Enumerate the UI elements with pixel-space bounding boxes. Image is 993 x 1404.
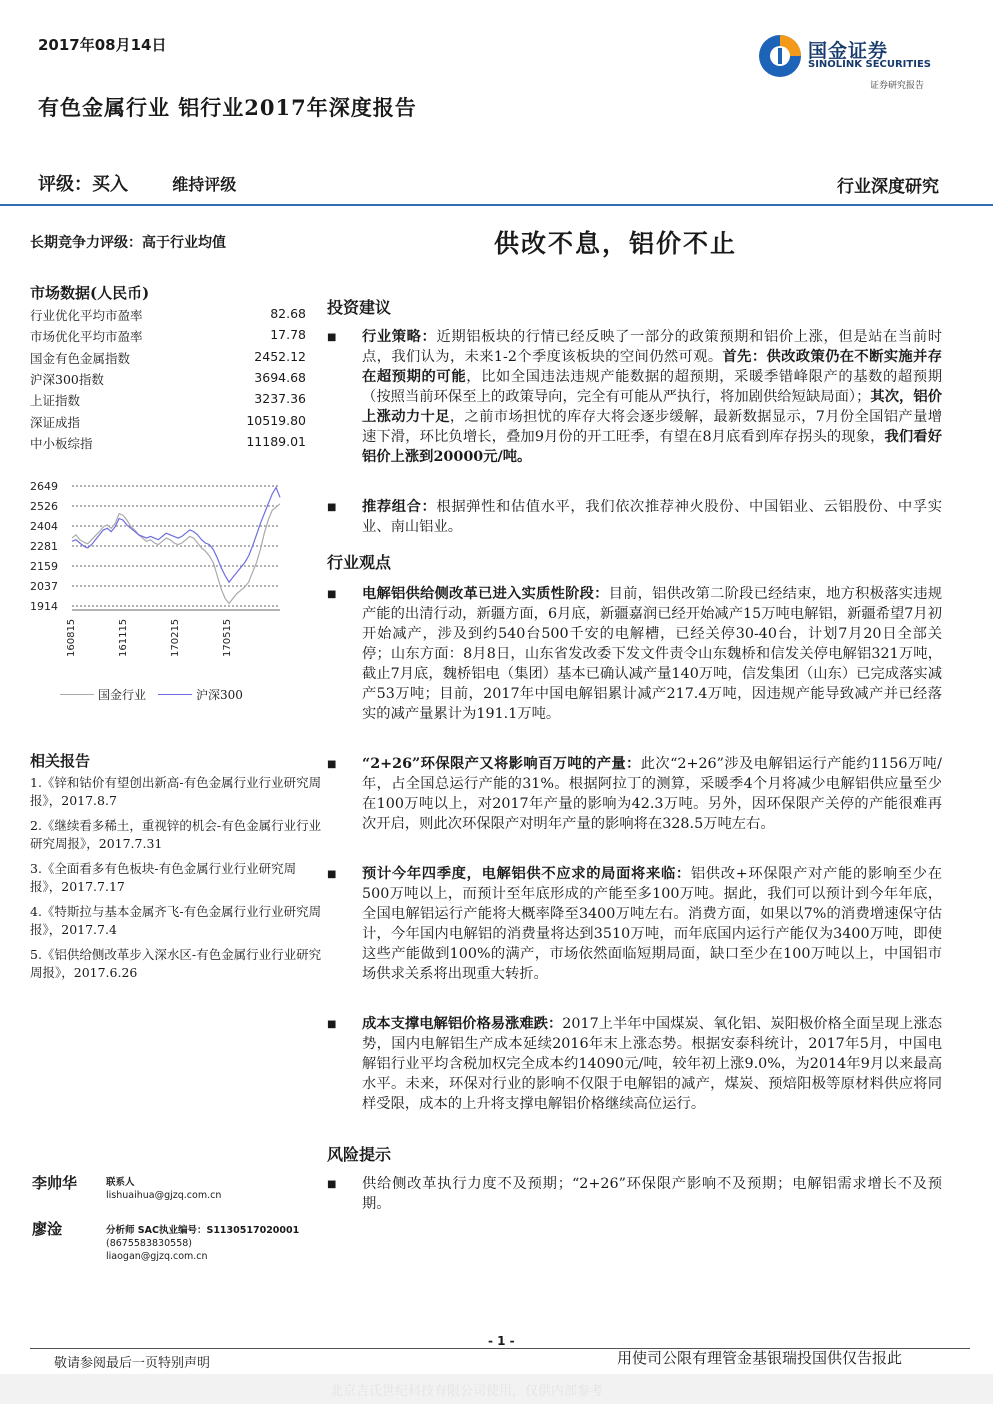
market-data-value: 3237.36 (254, 391, 306, 407)
competitive-rating: 长期竞争力评级：高于行业均值 (30, 235, 226, 251)
para-text: 目前，铝供改第二阶段已经结束，地方积极落实违规产能的出清行动，新疆方面，6月底，新疆嘉润已经开始减产15万吨电解铝，新疆希望7月初开始减产，涉及到约540台500千安的电解槽，已经关停30-40台，计划7月20日全部关停；山东方面：8月8日，山东省发改委下发文件责令山东魏桥和信发关停电解铝321万吨，截止7月底，魏桥铝电（集团）基本已确认减产量140万吨，信发集团（山东）已完成落实减产53万吨；目前，2017年中国电解铝累计减产217.4万吨，因违规产能导致减产并已经落实的减产量累计为191.1万吨。 (362, 586, 943, 722)
chart-legend (60, 686, 243, 703)
para-text: 2017上半年中国煤炭、氧化铝、炭阳极价格全面呈现上涨态势，国内电解铝生产成本延续2016年末上涨态势。根据安泰科统计，2017年5月，中国电解铝行业平均含税加权完全成本约14090元/吨，较年初上涨9.0%，为2014年9月以来最高水平。未来，环保对行业的影响不仅限于电解铝的减产，煤炭、预焙阳极等原材料供应将同样受限，成本的上升将支撑电解铝价格继续高位运行。 (362, 1016, 942, 1112)
y-tick-label: 1914 (30, 600, 58, 613)
headline: 供改不息，铝价不止 (494, 229, 738, 258)
rating: 评级：买入 (38, 174, 128, 195)
footer-disclaimer: 敬请参阅最后一页特别声明 (54, 1356, 211, 1371)
bullet: ■ (327, 759, 337, 770)
rating-row (38, 170, 274, 196)
section-title-view: 行业观点 (327, 553, 392, 572)
y-tick-label: 2281 (30, 540, 58, 553)
logo-text-cn: 国金证券 (808, 40, 889, 62)
author-info (106, 1176, 221, 1202)
market-data-label: 深证成指 (30, 414, 81, 430)
series-line-1 (72, 488, 280, 583)
logo-subtitle: 证券研究报告 (870, 81, 925, 91)
rating-keep: 维持评级 (172, 175, 237, 194)
para-lead: 行业策略： (362, 329, 437, 345)
series-line-0 (72, 504, 280, 604)
market-data-row (30, 434, 306, 452)
para-lead: 推荐组合： (362, 499, 437, 515)
bullet: ■ (327, 1019, 337, 1030)
report-title: 有色金属行业 铝行业2017年深度报告 (38, 95, 417, 120)
y-tick-label: 2159 (30, 560, 58, 573)
market-data-label: 上证指数 (30, 393, 81, 409)
bullet: ■ (327, 589, 337, 600)
legend-industry: 国金行业 (98, 688, 147, 702)
market-data-label: 市场优化平均市盈率 (30, 329, 143, 345)
paragraph-strategy (362, 327, 942, 467)
paragraph-q4-outlook (362, 864, 942, 984)
para-lead: “2+26”环保限产又将影响百万吨的产量： (362, 756, 641, 772)
bullet: ■ (327, 502, 337, 513)
author-role: 联系人 (106, 1177, 135, 1188)
paragraph-supply-reform (362, 584, 942, 724)
report-date: 2017年08月14日 (38, 36, 167, 54)
related-report-item[interactable]: 5.《铝供给侧改革步入深水区-有色金属行业行业研究周报》，2017.6.26 (30, 947, 322, 980)
para-lead: 成本支撑电解铝价格易涨难跌： (362, 1016, 563, 1032)
market-data-row (30, 327, 306, 345)
x-tick-label: 170215 (170, 618, 181, 657)
related-report-item[interactable]: 1.《锌和钴价有望创出新高-有色金属行业行业研究周报》，2017.8.7 (30, 775, 322, 808)
legend-hs300: 沪深300 (196, 688, 243, 702)
para-text: ，之前市场担忧的库存大将会逐步缓解，最新数据显示，7月份全国铝产量增速下滑，环比负增长，叠加9月份的开工旺季，有望在8月底看到库存拐头的现象， (362, 409, 943, 445)
para-emph: 其次，铝价上涨动力十足 (362, 389, 942, 425)
y-tick-label: 2526 (30, 500, 58, 513)
market-data-row (30, 370, 306, 388)
author-phone: (8675583830558) (106, 1238, 192, 1249)
author-name: 廖淦 (32, 1220, 63, 1238)
para-emph: 我们看好铝价上涨到20000元/吨。 (362, 429, 942, 465)
market-data-title: 市场数据(人民币) (30, 284, 150, 302)
bullet: ■ (327, 869, 337, 880)
author-role: 分析师 SAC执业编号：S1130517020001 (106, 1225, 300, 1236)
para-text: 此次“2+26”涉及电解铝运行产能约1156万吨/年，占全国总运行产能的31%。根据阿拉丁的测算，采暖季4个月将减少电解铝供应量至少在100万吨以上，对2017年产量的影响为42.3万吨。另外，因环保限产关停的产能很难再次开启，则此次环保限产对明年产量的影响将在328.5万吨左右。 (362, 756, 942, 832)
para-text: 根据弹性和估值水平，我们依次推荐神火股份、中国铝业、云铝股份、中孚实业、南山铝业。 (362, 499, 942, 535)
para-lead: 电解铝供给侧改革已进入实质性阶段： (362, 586, 609, 602)
market-data-row (30, 413, 306, 431)
bullet: ■ (327, 1179, 337, 1190)
market-data-value: 2452.12 (254, 348, 306, 364)
para-text: 近期铝板块的行情已经反映了一部分的政策预期和铝价上涨，但是站在当前时点，我们认为，未来1-2个季度该板块的空间仍然可观。 (362, 329, 942, 365)
paragraph-portfolio (362, 497, 942, 537)
x-tick-label: 170515 (222, 618, 233, 657)
market-data-label: 行业优化平均市盈率 (30, 308, 143, 323)
related-report-item[interactable]: 2.《继续看多稀土，重视锌的机会-有色金属行业行业研究周报》，2017.7.31 (30, 818, 322, 851)
footer-right-text: 用使司公限有理管金基银瑞投国供仅告报此 (617, 1349, 903, 1367)
market-data-value: 10519.80 (246, 412, 306, 428)
report-type: 行业深度研究 (837, 177, 939, 197)
market-data-value: 11189.01 (246, 433, 306, 449)
section-title-risk: 风险提示 (327, 1145, 392, 1164)
market-data-label: 国金有色金属指数 (30, 350, 131, 366)
para-text: 铝供改+环保限产对产能的影响至少在500万吨以上，而预计至年底形成的产能至多100万吨。据此，我们可以预计到今年年底，全国电解铝运行产能将大概率降至3400万吨左右。消费方面，如果以7%的消费增速保守估计，今年国内电解铝的消费量将达到3510万吨，而年底国内运行产能仅为3400万吨，即使这些产能做到100%的满产，市场依然面临短期局面，缺口至少在100万吨以上，中国铝市场供求关系将出现重大转折。 (362, 866, 943, 982)
market-data-label: 中小板综指 (30, 435, 93, 451)
section-title-investment: 投资建议 (327, 298, 392, 317)
watermark-text: 北京吉氏世纪科技有限公司使用，仅供内部参考 (330, 1384, 604, 1399)
author-info (106, 1224, 299, 1263)
legend-line-hs300 (158, 694, 192, 695)
header-divider (0, 204, 993, 206)
logo-text-en: SINOLINK SECURITIES (808, 59, 931, 70)
x-tick-label: 160815 (66, 618, 77, 657)
paragraph-risk: 供给侧改革执行力度不及预期；“2+26”环保限产影响不及预期；电解铝需求增长不及预期。 (362, 1176, 942, 1212)
related-report-item[interactable]: 3.《全面看多有色板块-有色金属行业行业研究周报》，2017.7.17 (30, 861, 297, 894)
para-text: ，比如全国违法违规产能数据的超预期，采暖季错峰限产的基数的超预期（按照当前环保至上的政策导向，完全有可能从严执行，将加剧供给短缺局面）； (362, 369, 943, 405)
author-name: 李帅华 (32, 1174, 78, 1192)
x-tick-label: 161115 (118, 618, 129, 657)
index-line-chart (28, 472, 318, 662)
para-emph: 首先：供改政策仍在不断实施并存在超预期的可能 (362, 349, 942, 385)
legend-line-industry (60, 694, 94, 695)
y-tick-label: 2404 (30, 520, 58, 533)
related-report-item[interactable]: 4.《特斯拉与基本金属齐飞-有色金属行业行业研究周报》，2017.7.4 (30, 904, 322, 937)
bullet: ■ (327, 332, 337, 343)
author-email[interactable]: liaogan@gjzq.com.cn (106, 1251, 208, 1262)
y-tick-label: 2649 (30, 480, 58, 493)
market-data-row (30, 306, 306, 324)
market-data-value: 82.68 (270, 306, 306, 321)
market-data-row (30, 349, 306, 367)
market-data-value: 17.78 (270, 327, 306, 343)
page-number: - 1 - (484, 1334, 519, 1348)
author-email[interactable]: lishuaihua@gjzq.com.cn (106, 1190, 222, 1201)
y-tick-label: 2037 (30, 580, 58, 593)
related-reports-title: 相关报告 (30, 752, 91, 770)
sinolink-logo-icon (756, 32, 804, 80)
para-lead: 预计今年四季度，电解铝供不应求的局面将来临： (362, 866, 691, 882)
paragraph-cost (362, 1014, 942, 1114)
paragraph-environment (362, 754, 942, 834)
market-data-label: 沪深300指数 (30, 371, 104, 387)
market-data-row (30, 391, 306, 409)
market-data-value: 3694.68 (254, 369, 306, 385)
